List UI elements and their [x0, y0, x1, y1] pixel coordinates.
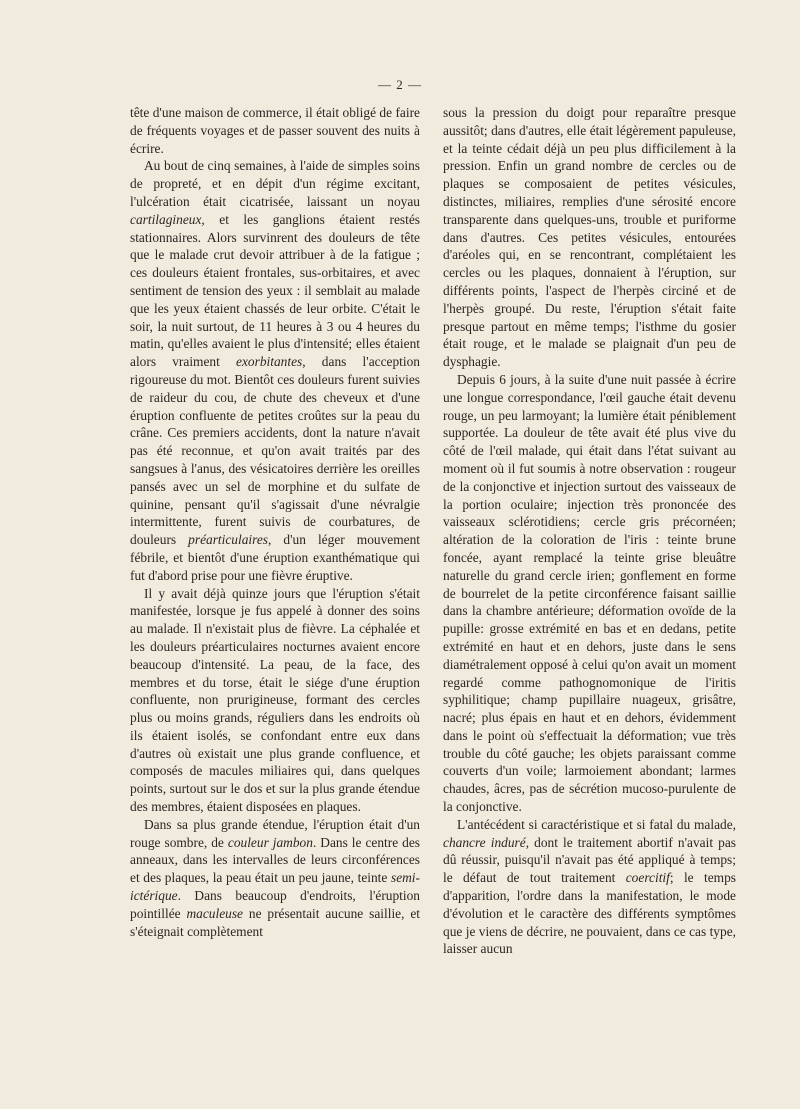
text-run: Au bout de cinq semaines, à l'aide de simples soins de propreté, et en dépit d'un régime excitant, l'ulcération était cicatrisée, laissant un noyau: [130, 158, 420, 209]
right-column: [443, 104, 736, 958]
text-run: , dans l'acception rigoureuse du mot. Bientôt ces douleurs furent suivies de raideur du cou, de chute des cheveux et d'une éruption confluente de petites croûtes sur la peau du crâne. Ces premiers accidents, dont la nature n'avait pas été reconnue, et qu'on avait traités par des sangsues à l'anus, des vésicatoires derrière les oreilles pansés avec un sel de morphine et du sulfate de quinine, pensant qu'il s'agissait d'une névralgie intermittente, furent suivis de courbatures, de douleurs: [130, 354, 420, 548]
text-run: , et les ganglions étaient restés stationnaires. Alors survinrent des douleurs de tête que le malade crut devoir attribuer à de la fatigue ; ces douleurs étaient frontales, sus-orbitaires, et avec sentiment de tension des yeux : il semblait au malade que les yeux étaient chassés de leur orbite. C'était le soir, la nuit surtout, de 11 heures à 3 ou 4 heures du matin, qu'elles avaient le plus d'intensité; elles étaient alors vraiment: [130, 211, 420, 370]
text-run: Il y avait déjà quinze jours que l'éruption s'était manifestée, lorsque je fus appelé à donner des soins au malade. Il n'existait plus de fièvre. La céphalée et les douleurs préarticulaires nocturnes avaient encore beaucoup d'intensité. La peau, de la face, des membres et du torse, était le siége d'une éruption confluente, non prurigineuse, formant des cercles plus ou moins grands, réguliers dans les endroits où ils étaient isolés, se confondant entre eux dans d'autres où existait une plus grande confluence, et composés de macules miliaires qui, dans quelques points, surtout sur le dos et sur la plus grande étendue des membres, étaient disposées en plaques.: [130, 585, 420, 815]
text-run: , dont le traitement abortif n'avait pas dû réussir, puisqu'il n'avait pas été appliqué à temps; le défaut de tout traitement: [443, 834, 736, 886]
text-run: ; le temps d'apparition, l'ordre dans la manifestation, le mode d'évolution et le caractère des différents symptômes que je viens de décrire, ne pouvaient, dans ce cas type, laisser aucun: [443, 870, 736, 957]
text-run: tête d'une maison de commerce, il était obligé de faire de fréquents voyages et de passer souvent des nuits à écrire.: [130, 105, 420, 156]
text-run: L'antécédent si caractéristique et si fatal du malade,: [457, 816, 736, 832]
text-run: Dans sa plus grande étendue, l'éruption était d'un rouge sombre, de: [130, 816, 420, 850]
italic-text: maculeuse: [186, 905, 243, 921]
paragraph: [443, 104, 736, 371]
paragraph: [130, 157, 420, 584]
text-run: . Dans beaucoup d'endroits, l'éruption pointillée: [130, 888, 420, 921]
italic-text: chancre induré: [443, 834, 526, 850]
text-run: Depuis 6 jours, à la suite d'une nuit passée à écrire une longue correspondance, l'œil gauche était devenu rouge, un peu larmoyant; la lumière était péniblement supportée. La douleur de tête avait été plus vive du côté de l'œil malade, qui était dans l'état suivant au moment où il fut soumis à notre observation : rougeur de la conjonctive et injection surtout des vaisseaux de la portion oculaire; injection très prononcée des vaisseaux sclérotidiens; cercle gris précornéen; altération de la coloration de l'iris : teinte brune foncée, ayant remplacé la teinte grise bleuâtre naturelle du grand cercle irien; gonflement en forme de bourrelet de la petite circonférence faisant saillie dans la chambre antérieure; déformation ovoïde de la pupille: grosse extrémité en bas et en dedans, petite extrémité en haut et en dehors, juste dans le sens diamétralement opposé à celui qu'on avait un moment regardé comme pathognomonique de l'iritis syphilitique; champ pupillaire nuageux, grisâtre, nacré; plus épais en haut et en dehors, évidemment dans le point où s'effectuait la déformation; vue très trouble du côté gauche; les objets paraissant comme couverts d'un voile; larmoiement abondant; larmes chaudes, âcres, pas de sécrétion mucoso-purulente de la conjonctive.: [443, 371, 736, 815]
paragraph: [443, 371, 736, 816]
text-run: . Dans le centre des anneaux, dans les intervalles de leurs circonférences et des plaques, la peau était un peu jaune, teinte: [130, 834, 420, 886]
italic-text: semi-ictérique: [130, 870, 420, 904]
paragraph: [130, 585, 420, 816]
italic-text: cartilagineux: [130, 211, 202, 227]
italic-text: couleur jambon: [227, 834, 313, 850]
italic-text: préarticulaires: [188, 532, 269, 548]
page-number: — 2 —: [378, 77, 422, 92]
text-run: sous la pression du doigt pour reparaître presque aussitôt; dans d'autres, elle était légèrement papuleuse, et la teinte cédait déjà un peu plus difficilement à la pression. Enfin un grand nombre de cercles ou de plaques se composaient de petites vésicules, distinctes, miliaires, remplies d'une sérosité encore transparente dans quelques-uns, trouble et puriforme dans d'autres. Ces petites vésicules, entourées d'aréoles qui, en se rencontrant, complétaient les cercles ou les plaques, donnaient à l'éruption, sur différents points, l'aspect de l'herpès circiné et de l'herpès groupé. Du reste, l'éruption s'était faite presque partout en même temps; l'isthme du gosier était rouge, et le malade se plaignait d'un peu de dysphagie.: [443, 105, 736, 370]
text-run: ne présentait aucune saillie, et s'éteignait complètement: [130, 905, 420, 939]
left-column: [130, 104, 420, 940]
paragraph: [130, 104, 420, 157]
paragraph: [130, 816, 420, 941]
paragraph: [443, 816, 736, 958]
italic-text: coercitif: [625, 870, 670, 886]
italic-text: exorbitantes: [236, 354, 303, 370]
text-run: , d'un léger mouvement fébrile, et bientôt d'une éruption exanthématique qui fut d'abord prise pour une fièvre éruptive.: [130, 532, 420, 583]
